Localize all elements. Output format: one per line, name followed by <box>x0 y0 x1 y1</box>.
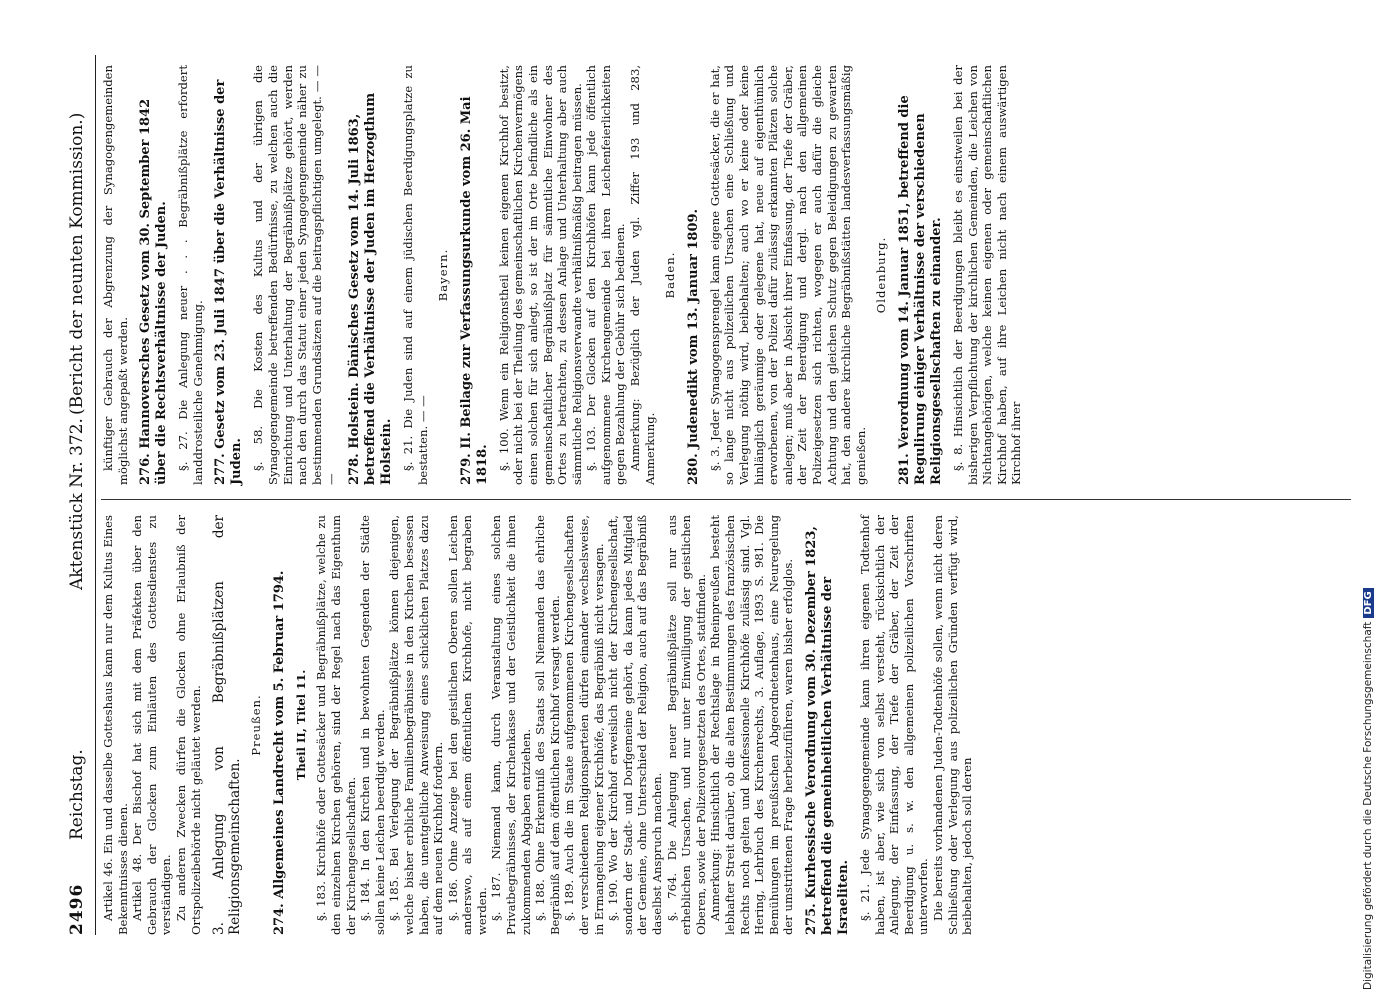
column-separator <box>101 499 1351 500</box>
section-heading: 278. Holstein. Dänisches Gesetz vom 14. Juli 1863, betreffend die Verhältnisse der Juden im Herzogthum Holstein. <box>346 92 394 485</box>
subheading: Theil II, Titel 11. <box>293 669 308 781</box>
paragraph: §. 103. Der Glocken auf den Kirchhöfen kann jede öffentlich aufgenommene Kirchengemeinde bei ihren Leichenfeierlichkeiten gegen Bezahlung der Gebühr sich bedienen. <box>584 65 628 485</box>
paragraph: §. 183. Kirchhöfe oder Gottesäcker und Begräbnißplätze, welche zu den einzelnen Kirchen gehören, sind der Regel nach das Eigenthum der Kirchengesellschaften. <box>314 515 358 935</box>
paragraph: §. 100. Wenn ein Religionstheil keinen eigenen Kirchhof besitzt, oder nicht bei der Theilung des gemeinschaftlichen Kirchenvermögens einen solchen für sich anlegt, so ist der im Orte befindliche als ein gemeinschaftlicher Begräbnißplatz für sämmtliche Einwohner des Ortes zu betrachten, zu dessen Anlage und Unterhaltung aber auch sämmtliche Religionsverwandte verhältnißmäßig beitragen müssen. <box>496 65 584 485</box>
section-heading: 281. Verordnung vom 14. Januar 1851, betreffend die Regulirung einiger Verhältnisse der verschiedenen Religionsgesellschaften zu einander. <box>896 95 944 485</box>
state-heading: Baden. <box>663 251 678 299</box>
paragraph: §. 188. Ohne Erkenntniß des Staats soll Niemanden das ehrliche Begräbniß auf dem öffentlichen Kirchhof versagt werden. <box>533 515 562 935</box>
state-heading: Preußen. <box>249 694 264 756</box>
paragraph: §. 58. Die Kosten des Kultus und der übrigen die Synagogengemeinde betreffenden Bedürfnisse, zu welchen auch die Einrichtung und Unterhaltung der Begräbnißplätze gehört, werden nach den durch das Statut einer jeden Synagogengemeinde näher zu bestimmenden Grundsätzen auf die beitragspflichtigen umgelegt. — — — <box>251 65 339 485</box>
paragraph: §. 764. Die Anlegung neuer Begräbnißplätze soll nur aus erheblichen Ursachen, und nur unter Einwilligung der geistlichen Oberen, sowie der Polizeivorgesetzten des Ortes, stattfinden. <box>664 515 708 935</box>
page-number: 2496 <box>67 883 87 935</box>
header-left: Reichstag. <box>67 749 87 840</box>
chapter-heading: 3. Anlegung von Begräbnißplätzen der Religionsgemeinschaften. <box>211 515 244 935</box>
state-heading: Bayern. <box>436 248 451 302</box>
paragraph: Anmerkung: Hinsichtlich der Rechtslage in Rheinpreußen besteht lebhafter Streit darüber, ob die alten Bestimmungen des französischen Rechts noch gelten und konfessionelle Kirchhöfe zulässig sind. Vgl. Hering, Lehrbuch des Kirchenrechts, 3. Auflage, 1893 S. 981. Die Bemühungen im preußischen Abgeordnetenhaus, eine Neuregelung der umstrittenen Frage herbeizuführen, waren bisher erfolglos. <box>708 515 796 935</box>
rotated-page <box>65 55 1355 935</box>
paragraph: §. 190. Wo der Kirchhof erweislich nicht der Kirchengesellschaft, sondern der Stadt- und Dorfgemeine gehört, da kann jedes Mitglied der Gemeine, ohne Unterschied der Religion, auch auf das Begräbniß daselbst Anspruch machen. <box>606 515 664 935</box>
paragraph: Zu anderen Zwecken dürfen die Glocken ohne Erlaubniß der Ortspolizeibehörde nicht geläutet werden. <box>173 515 203 935</box>
section-heading: 275. Kurhessische Verordnung vom 30. Dezember 1823, betreffend die gemeinheitlichen Verhältnisse der Israeliten. <box>803 526 851 935</box>
paragraph: Die bereits vorhandenen Juden-Todtenhöfe sollen, wenn nicht deren Schließung oder Verlegung aus polizeilichen Gründen verfügt wird, beibehalten, jedoch soll deren <box>930 515 975 935</box>
paragraph: §. 185. Bei Verlegung der Begräbnißplätze können diejenigen, welche bisher erbliche Familienbegräbnisse in den Kirchen besessen haben, die unentgeltliche Anweisung eines schicklichen Platzes dazu auf dem neuen Kirchhof fordern. <box>387 515 446 935</box>
header-rule <box>95 55 96 935</box>
header-right: (Bericht der neunten Kommission.) <box>67 112 87 415</box>
section-heading: 276. Hannoversches Gesetz vom 30. September 1842 über die Rechtsverhältnisse der Juden. <box>138 98 170 485</box>
paragraph: §. 3. Jeder Synagogensprengel kann eigene Gottesäcker, die er hat, so lange nicht aus polizeilichen Ursachen eine Schließung und Verlegung nöthig wird, beibehalten; auch wo er keine oder keine hinlänglich geräumige oder gelegene hat, neue auf eigenthümlich erworbenen, von der Polizei dafür zulässig erkannten Plätzen solche anlegen; muß aber in Absicht ihrer Einfassung, der Tiefe der Gräber, der Zeit der Beerdigung und dergl. nach den allgemeinen Polizeigesetzen sich richten, wogegen er auch dafür die gleiche Achtung und den gleichen Schutz gegen Beleidigungen zu gewarten hat, den andere kirchliche Begräbnißstätten landesverfassungsmäßig genießen. <box>707 65 868 485</box>
paragraph: §. 21. Jede Synagogengemeinde kann ihren eigenen Todtenhof haben, ist aber, wie sich von selbst versteht, rücksichtlich der Anlegung, der Einfassung, der Tiefe der Gräber, der Zeit der Beerdigung u. s. w. den allgemeinen polizeilichen Vorschriften unterworfen. <box>857 515 931 935</box>
paragraph: §. 186. Ohne Anzeige bei den geistlichen Oberen sollen Leichen anderswo, als auf einem öffentlichen Kirchhofe, nicht begraben werden. <box>445 515 489 935</box>
paragraph: Artikel 46. Ein und dasselbe Gotteshaus kann nur dem Kultus Eines Bekenntnisses dienen. <box>101 515 130 935</box>
digitization-credit <box>1362 588 1374 990</box>
paragraph: §. 21. Die Juden sind auf einem jüdischen Beerdigungsplatze zu bestatten. — — <box>400 65 430 485</box>
credit-text: Digitalisierung gefördert durch die Deutsche Forschungsgemeinschaft <box>1362 621 1374 990</box>
left-column <box>101 515 975 935</box>
right-column <box>101 65 1024 485</box>
paragraph: Anmerkung: Bezüglich der Juden vgl. Ziffer 193 und 283, Anmerkung. <box>628 65 657 485</box>
paragraph: §. 189. Auch die im Staate aufgenommenen Kirchengesellschaften der verschiedenen Religionsparteien dürfen einander wechselsweise, in Ermangelung eigener Kirchhöfe, das Begräbniß nicht versagen. <box>562 515 606 935</box>
state-heading: Oldenburg. <box>874 236 889 314</box>
paragraph: §. 8. Hinsichtlich der Beerdigungen bleibt es einstweilen bei der bisherigen Verpflichtung der kirchlichen Gemeinden, die Leichen von Nichtangehörigen, welche keinen eigenen oder gemeinschaftlichen Kirchhof haben, auf ihre Leichen nicht nach einem auswärtigen Kirchhof ihrer <box>950 65 1024 485</box>
section-heading: 280. Judenedikt vom 13. Januar 1809. <box>685 208 701 485</box>
header-center: Aktenstück Nr. 372. <box>67 418 87 590</box>
paragraph: §. 187. Niemand kann, durch Veranstaltung eines solchen Privatbegräbnisses, der Kirchenkasse und der Geistlichkeit die ihnen zukommenden Abgaben entziehen. <box>489 515 533 935</box>
paragraph: §. 184. In den Kirchen und in bewohnten Gegenden der Städte sollen keine Leichen beerdigt werden. <box>358 515 387 935</box>
section-heading: 279. II. Beilage zur Verfassungsurkunde vom 26. Mai 1818. <box>458 96 490 485</box>
section-heading: 277. Gesetz vom 23. Juli 1847 über die Verhältnisse der Juden. <box>213 79 245 485</box>
running-header <box>65 55 95 935</box>
paragraph: künftiger Gebrauch der Abgrenzung der Synagogengemeinden möglichst angepaßt werden. <box>101 65 130 485</box>
paragraph: Artikel 48. Der Bischof hat sich mit dem Präfekten über den Gebrauch der Glocken zum Einläuten des Gottesdienstes zu verständigen. <box>130 515 174 935</box>
dfg-logo: DFG <box>1363 588 1374 617</box>
section-heading: 274. Allgemeines Landrecht vom 5. Februar 1794. <box>271 570 287 935</box>
paragraph: §. 27. Die Anlegung neuer . . . Begräbnißplätze erfordert landdrosteiliche Genehmigung. <box>176 65 205 485</box>
